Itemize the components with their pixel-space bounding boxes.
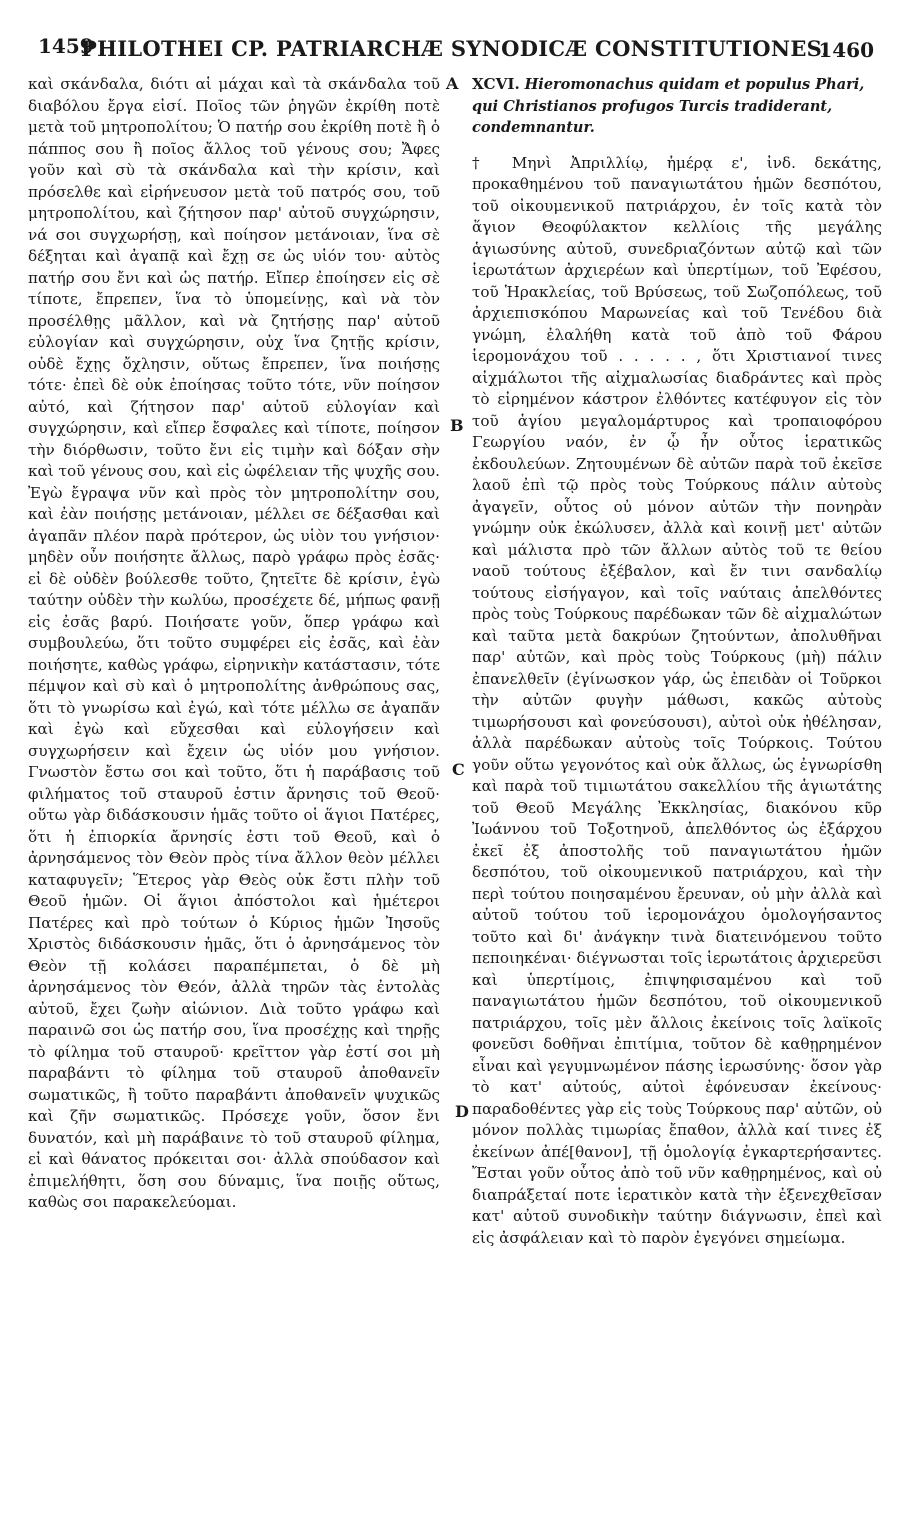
page-title: PHILOTHEI CP. PATRIARCHÆ SYNODICÆ CONSTITUTIONES.: [81, 36, 829, 61]
section-heading: [472, 74, 882, 139]
left-column-text: καὶ σκάνδαλα, διότι αἱ μάχαι καὶ τὰ σκάνδαλα τοῦ διαβόλου ἔργα εἰσί. Ποῖος τῶν ῥηγῶν ἐκρίθη ποτὲ μετὰ τοῦ μητροπολίτου; Ὁ πατήρ σου ἐκρίθη ποτὲ ἢ ὁ πάππος σου ἢ ποῖος ἄλλος τοῦ γένους σου; Ἄφες γοῦν καὶ σὺ τὰ σκάνδαλα καὶ τὴν κρίσιν, καὶ πρόσελθε καὶ εἰρήνευσον μετὰ τοῦ πατρός σου, τοῦ μητροπολίτου, καὶ ζήτησον παρ' αὐτοῦ συγχώρησιν, νά σοι συγχωρήσῃ, καὶ ποίησον μετάνοιαν, ἵνα σὲ δέξηται καὶ ἀγαπᾷ καὶ ἔχῃ σε ὡς υἱόν του· αὐτὸς πατήρ σου ἔνι καὶ ὡς πατήρ. Εἴπερ ἐποίησεν εἰς σὲ τίποτε, ἔπρεπεν, ἵνα τὸ ὑπομείνῃς, καὶ νὰ τὸν προσέλθῃς μᾶλλον, καὶ νὰ ζητήσῃς παρ' αὐτοῦ εὐλογίαν καὶ συγχώρησιν, οὐχ ἵνα ζητῇς κρίσιν, οὐδὲ ἔχῃς ὄχλησιν, οὕτως ἔπρεπεν, ἵνα ποιήσῃς τότε· ἐπεὶ δὲ οὐκ ἐποίησας τοῦτο τότε, νῦν ποίησον αὐτό, καὶ ζήτησον παρ' αὐτοῦ εὐλογίαν καὶ συγχώρησιν, καὶ εἴπερ ἔσφαλες καὶ τίποτε, ποίησον τὴν διόρθωσιν, τοῦτο ἔνι εἰς τιμὴν καὶ δόξαν σὴν καὶ τοῦ γένους σου, καὶ εἰς ὠφέλειαν τῆς ψυχῆς σου. Ἐγὼ ἔγραψα νῦν καὶ πρὸς τὸν μητροπολίτην σου, καὶ ἐὰν ποιήσῃς μετάνοιαν, μέλλει σε δέξασθαι καὶ ἀγαπᾶν πλέον παρὰ πρότερον, ὡς υἱὸν του γνήσιον· μηδὲν οὖν ποιήσητε ἄλλως, παρὸ γράφω πρὸς ἐσᾶς· εἰ δὲ οὐδὲν βούλεσθε τοῦτο, ζητεῖτε δὲ κρίσιν, ἐγὼ ταύτην οὐδὲν τὴν κωλύω, προσέχετε δέ, μήπως φανῇ εἰς ἐσᾶς βαρύ. Ποιήσατε γοῦν, ὅπερ γράφω καὶ συμβουλεύω, ὅτι τοῦτο συμφέρει εἰς ἐσᾶς, καὶ ἐὰν ποιήσητε, καθὼς γράφω, εἰρηνικὴν κατάστασιν, τότε πέμψον καὶ σὺ καὶ ὁ μητροπολίτης ἀνθρώπους σας, ὅτι τὸ γνωρίσω καὶ ἐγώ, καὶ τότε μέλλω σε ἀγαπᾶν καὶ ἐγὼ καὶ εὔχεσθαι καὶ εὐλογήσειν καὶ συγχωρήσειν καὶ ἔχειν ὡς υἱόν μου γνήσιον. Γνωστὸν ἔστω σοι καὶ τοῦτο, ὅτι ἡ παράβασις τοῦ φιλήματος τοῦ σταυροῦ ἐστιν ἄρνησις τοῦ Θεοῦ· οὕτω γὰρ διδάσκουσιν ἡμᾶς τοῦτο οἱ ἅγιοι Πατέρες, ὅτι ἡ ἐπιορκία ἄρνησίς ἐστι τοῦ Θεοῦ, καὶ ὁ ἀρνησάμενος τὸν Θεὸν πρὸς τίνα ἄλλον θεὸν μέλλει καταφυγεῖν; Ἕτερος γὰρ Θεὸς οὐκ ἔστι πλὴν τοῦ Θεοῦ ἡμῶν. Οἱ ἅγιοι ἀπόστολοι καὶ ἡμέτεροι Πατέρες καὶ πρὸ τούτων ὁ Κύριος ἡμῶν Ἰησοῦς Χριστὸς διδάσκουσιν ἡμᾶς, ὅτι ὁ ἀρνησάμενος τὸν Θεὸν τῇ κολάσει παραπέμπεται, ὁ δὲ μὴ ἀρνησάμενος τὸν Θεόν, ἀλλὰ τηρῶν τὰς ἐντολὰς αὐτοῦ, ἔχει ζωὴν αἰώνιον. Διὰ τοῦτο γράφω καὶ παραινῶ σοι ὡς πατήρ σου, ἵνα προσέχῃς καὶ τηρῇς τὸ φίλημα τοῦ σταυροῦ· κρεῖττον γὰρ ἐστί σοι μὴ παραβάντι τὸ φίλημα τοῦ σταυροῦ ἀποθανεῖν σωματικῶς, ἢ τοῦτο παραβάντι ἀποθανεῖν ψυχικῶς καὶ ζῆν σωματικῶς. Πρόσεχε γοῦν, ὅσον ἔνι δυνατόν, καὶ μὴ παράβαινε τὸ τοῦ σταυροῦ φίλημα, εἰ καὶ θάνατος πρόκειται σοι· ἀλλὰ σπούδασον καὶ ἐπιμελήθητι, ὅση σου δύναμις, ἵνα ποιῇς οὕτως, καθὼς σοι παρακελεύομαι.: [28, 75, 440, 1211]
margin-marker-a: A: [446, 74, 459, 93]
running-header: [0, 34, 910, 74]
section-title: Hieromonachus quidam et populus Phari, qui Christianos profugos Turcis tradiderant, condemnantur.: [472, 76, 865, 136]
section-number: XCVI.: [472, 75, 520, 93]
section-body: † Μηνὶ Ἀπριλλίῳ, ἡμέρᾳ ε', ἰνδ. δεκάτης, προκαθημένου τοῦ παναγιωτάτου ἡμῶν δεσπότου, τοῦ οἰκουμενικοῦ πατριάρχου, ἐν τοῖς κατὰ τὸν ἅγιον Θεοφύλακτον κελλίοις τῆς μεγάλης ἁγιωσύνης αὐτοῦ, συνεδριαζόντων αὐτῷ καὶ τῶν ἱερωτάτων ἀρχιερέων καὶ ὑπερτίμων, τοῦ Ἐφέσου, τοῦ Ἡρακλείας, τοῦ Βρύσεως, τοῦ Σωζοπόλεως, τοῦ ἀρχιεπισκόπου Μαρωνείας καὶ τοῦ Τενέδου διὰ γνώμη, ἐλαλήθη κατὰ τοῦ ἀπὸ τοῦ Φάρου ἱερομονάχου τοῦ . . . . . , ὅτι Χριστιανοί τινες αἰχμάλωτοι τῆς αἰχμαλωσίας διαδράντες καὶ πρὸς τὸ εἰρημένον κάστρον ἐλθόντες κατέφυγον εἰς τὸν τοῦ ἁγίου μεγαλομάρτυρος καὶ τροπαιοφόρου Γεωργίου ναόν, ἐν ᾧ ἦν οὗτος ἱερατικῶς ἐκδουλεύων. Ζητουμένων δὲ αὐτῶν παρὰ τοῦ ἐκεῖσε λαοῦ ἐπὶ τῷ πρὸς τοὺς Τούρκους πάλιν αὐτοὺς ἀγαγεῖν, οὗτος οὐ μόνον αὐτῶν τὴν πονηρὰν γνώμην οὐκ ἐκώλυσεν, ἀλλὰ καὶ κοινῇ μετ' αὐτῶν καὶ μάλιστα πρὸ τῶν ἄλλων αὐτὸς τοῦ τε θείου ναοῦ τούτους ἐξέβαλον, καὶ ἔν τινι σανδαλίῳ τούτους εἰσήγαγον, καὶ τοῖς ναύταις ἀπελθόντες πρὸς τοὺς Τούρκους παρέδωκαν τῶν δὲ αἰχμαλώτων καὶ ταῦτα μετὰ δακρύων ζητούντων, ἀπολυθῆναι παρ' αὐτῶν, καὶ πρὸς τοὺς Τούρκους (μὴ) πάλιν ἐπανελθεῖν (ἐγίνωσκον γάρ, ὡς ἐπειδὰν οἱ Τοῦρκοι τὴν αὐτῶν φυγὴν μάθωσι, κακῶς αὐτοὺς τιμωρήσουσι καὶ φονεύσουσι), αὐτοὶ οὐκ ἠθέλησαν, ἀλλὰ παρέδωκαν αὐτοὺς τοῖς Τούρκοις. Τούτου γοῦν οὕτω γεγονότος καὶ οὐκ ἄλλως, ὡς ἐγνωρίσθη καὶ παρὰ τοῦ τιμιωτάτου σακελλίου τῆς ἁγιωτάτης τοῦ Θεοῦ Μεγάλης Ἐκκλησίας, διακόνου κῦρ Ἰωάννου τοῦ Τοξοτηνοῦ, ἀπελθόντος ὡς ἐξάρχου ἐκεῖ ἐξ ἀποστολῆς τοῦ παναγιωτάτου ἡμῶν δεσπότου, τοῦ οἰκουμενικοῦ πατριάρχου, καὶ τὴν περὶ τούτου ποιησαμένου ἔρευναν, οὐ μὴν ἀλλὰ καὶ αὐτοῦ τούτου τοῦ ἱερομονάχου ὁμολογήσαντος τοῦτο καὶ δι' ἀνάγκην τινὰ διατεινόμενου τοῦτο πεποιηκέναι· διέγνωσται τοῖς ἱερωτάτοις ἀρχιερεῦσι καὶ ὑπερτίμοις, ἐπιψηφισαμένου καὶ τοῦ παναγιωτάτου ἡμῶν δεσπότου, τοῦ οἰκουμενικοῦ πατριάρχου, τοῖς μὲν ἄλλοις ἐκείνοις τοῖς λαϊκοῖς φονεῦσι δοθῆναι ἐπιτίμια, τοῦτον δὲ καθῃρημένον εἶναι καὶ γεγυμνωμένον πάσης ἱερωσύνης· ὅσον γὰρ τὸ κατ' αὐτούς, αὐτοὶ ἐφόνευσαν ἐκείνους· παραδοθέντες γὰρ εἰς τοὺς Τούρκους παρ' αὐτῶν, οὐ μόνον πολλὰς τιμωρίας ἔπαθον, ἀλλὰ καί τινες ἐξ ἐκείνων ἀπέ[θανον], τῇ ὁμολογίᾳ ἐγκαρτερήσαντες. Ἔσται γοῦν οὗτος ἀπὸ τοῦ νῦν καθῃρημένος, καὶ οὐ διαπράξεταί ποτε ἱερατικὸν κατὰ τὴν ἐξενεχθεῖσαν κατ' αὐτοῦ συνοδικὴν ταύτην διάγνωσιν, ἐπεὶ καὶ εἰς ἀσφάλειαν καὶ τὸ παρὸν ἐγεγόνει σημείωμα.: [472, 153, 882, 1247]
margin-marker-c: C: [452, 760, 465, 779]
right-column: [472, 74, 882, 1249]
page-number-right: 1460: [818, 38, 874, 62]
page-number-left: 1459: [38, 34, 94, 58]
margin-marker-b: B: [450, 416, 464, 435]
left-column: [28, 74, 440, 1214]
margin-marker-d: D: [455, 1102, 469, 1121]
